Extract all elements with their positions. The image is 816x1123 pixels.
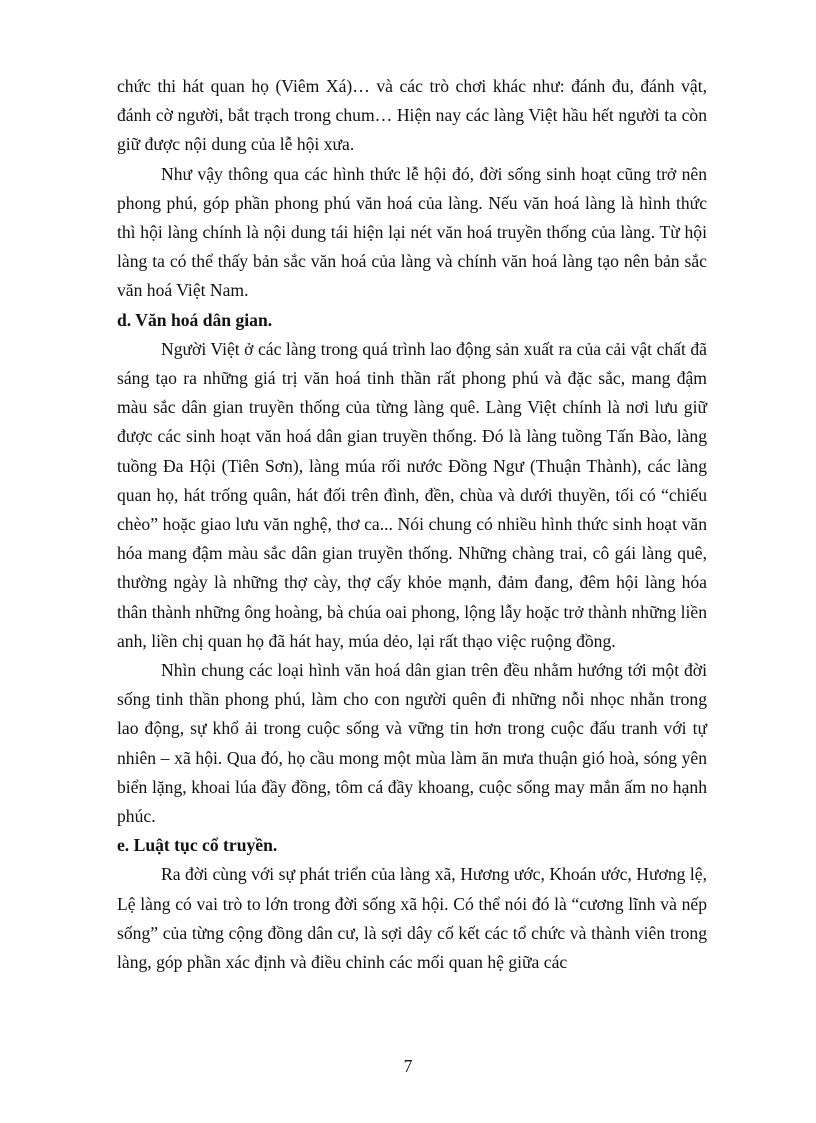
paragraph-customary-law: Ra đời cùng với sự phát triển của làng xã, Hương ước, Khoán ước, Hương lệ, Lệ làng có vai trò to lớn trong đời sống xã hội. Có thể nói đó là “cương lĩnh và nếp sống” của từng cộng đồng dân cư, là sợi dây cố kết các tổ chức và thành viên trong làng, góp phần xác định và điều chỉnh các mối quan hệ giữa các (117, 864, 707, 973)
paragraph-continued: chức thi hát quan họ (Viêm Xá)… và các trò chơi khác như: đánh đu, đánh vật, đánh cờ người, bắt trạch trong chum… Hiện nay các làng Việt hầu hết người ta còn giữ được nội dung của lễ hội xưa. (117, 76, 707, 155)
page-number: 7 (403, 1056, 413, 1076)
paragraph-folk-culture: Người Việt ở các làng trong quá trình lao động sản xuất ra của cải vật chất đã sáng tạo ra những giá trị văn hoá tinh thần rất phong phú và đặc sắc, mang đậm màu sắc dân gian truyền thống của từng làng quê. Làng Việt chính là nơi lưu giữ được các sinh hoạt văn hoá dân gian truyền thống. Đó là làng tuồng Tấn Bào, làng tuồng Đa Hội (Tiên Sơn), làng múa rối nước Đồng Ngư (Thuận Thành), các làng quan họ, hát trống quân, hát đối trên đình, đền, chùa và dưới thuyền, tối có “chiếu chèo” hoặc giao lưu văn nghệ, thơ ca... Nói chung có nhiều hình thức sinh hoạt văn hóa mang đậm màu sắc dân gian truyền thống. Những chàng trai, cô gái làng quê, thường ngày là những thợ cày, thợ cấy khỏe mạnh, đảm đang, đêm hội làng hóa thân thành những ông hoàng, bà chúa oai phong, lộng lẫy hoặc trở thành những liền anh, liền chị quan họ đã hát hay, múa dẻo, lại rất thạo việc ruộng đồng. (117, 338, 707, 651)
paragraph-festival-summary: Như vậy thông qua các hình thức lễ hội đó, đời sống sinh hoạt cũng trở nên phong phú, góp phần phong phú văn hoá của làng. Nếu văn hoá làng là hình thức thì hội làng chính là nội dung tái hiện lại nét văn hoá truyền thống của làng. Từ hội làng ta có thể thấy bản sắc văn hoá của làng và chính văn hoá làng tạo nên bản sắc văn hoá Việt Nam. (117, 163, 707, 301)
document-body (117, 72, 707, 977)
section-heading-d: d. Văn hoá dân gian. (117, 309, 273, 330)
section-heading-e: e. Luật tục cổ truyền. (117, 835, 278, 856)
paragraph-folk-culture-summary: Nhìn chung các loại hình văn hoá dân gian trên đều nhằm hướng tới một đời sống tinh thần phong phú, làm cho con người quên đi những nỗi nhọc nhằn trong lao động, sự khổ ải trong cuộc sống và vững tin hơn trong cuộc đấu tranh với tự nhiên – xã hội. Qua đó, họ cầu mong một mùa làm ăn mưa thuận gió hoà, sóng yên biển lặng, khoai lúa đầy đồng, tôm cá đầy khoang, cuộc sống may mắn ấm no hạnh phúc. (117, 660, 707, 827)
